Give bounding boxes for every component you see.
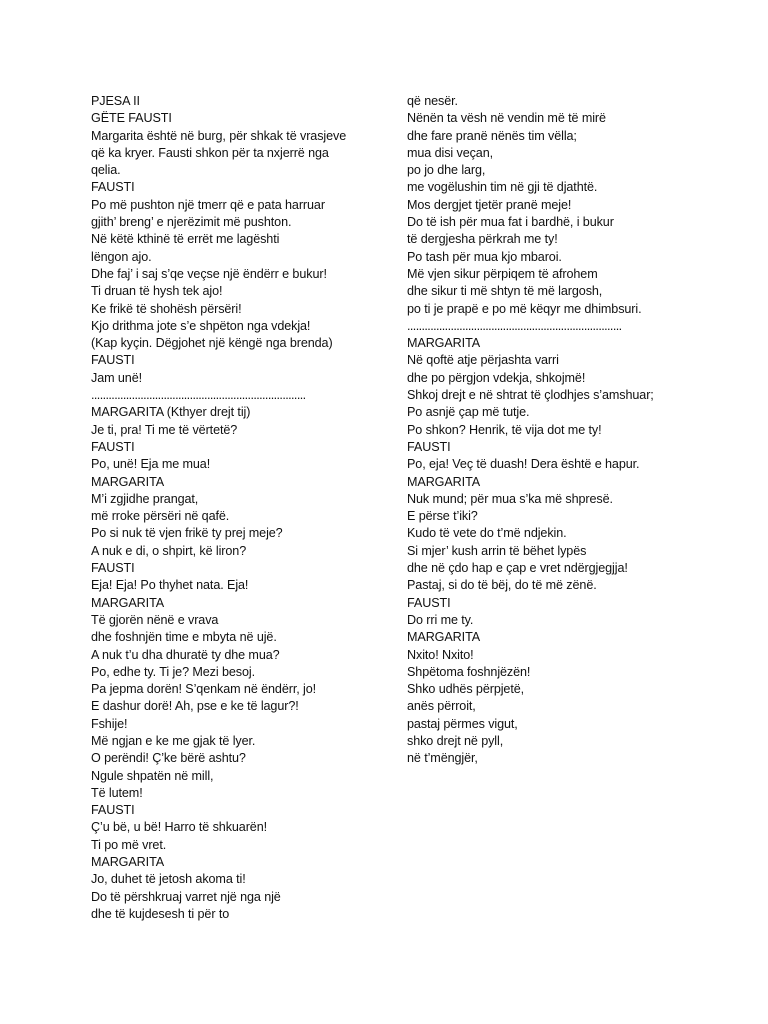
text-line: Dhe faj’ i saj s’qe veçse një ëndërr e bukur!	[91, 266, 327, 281]
text-line: Nuk mund; për mua s’ka më shpresë.	[407, 491, 613, 506]
text-line: Të gjorën nënë e vrava	[91, 612, 219, 627]
text-line: MARGARITA	[407, 474, 481, 489]
text-line: Shko udhës përpjetë,	[407, 682, 525, 697]
text-line: që ka kryer. Fausti shkon për ta nxjerrë nga	[91, 145, 329, 160]
text-line: Ke frikë të shohësh përsëri!	[91, 301, 242, 316]
text-line: FAUSTI	[407, 595, 451, 610]
text-line: dhe sikur ti më shtyn të më largosh,	[407, 284, 603, 299]
text-line: Nxito! Nxito!	[407, 647, 474, 662]
text-line: Eja! Eja! Po thyhet nata. Eja!	[91, 578, 249, 593]
text-line: shko drejt në pyll,	[407, 733, 504, 748]
text-line: po jo dhe larg,	[407, 163, 486, 178]
text-line: Je ti, pra! Ti me të vërtetë?	[91, 422, 238, 437]
text-line: Pastaj, si do të bëj, do të më zënë.	[407, 578, 597, 593]
text-line: MARGARITA	[91, 595, 165, 610]
text-line: Po asnjë çap më tutje.	[407, 405, 530, 420]
text-line: po ti je prapë e po më këqyr me dhimbsuri.	[407, 301, 642, 316]
text-line: Jam unë!	[91, 370, 143, 385]
text-line: Ç’u bë, u bë! Harro të shkuarën!	[91, 820, 268, 835]
left-text-column	[91, 93, 391, 923]
text-line: Do rri me ty.	[407, 612, 474, 627]
text-line: Ti po më vret.	[91, 837, 167, 852]
text-line: pastaj përmes vigut,	[407, 716, 518, 731]
text-line: Mos dergjet tjetër pranë meje!	[407, 197, 572, 212]
text-line: E dashur dorë! Ah, pse e ke të lagur?!	[91, 699, 299, 714]
text-line: Më ngjan e ke me gjak të lyer.	[91, 733, 256, 748]
text-line: Si mjer’ kush arrin të bëhet lypës	[407, 543, 587, 558]
text-line: mua disi veçan,	[407, 145, 493, 160]
text-line: Nënën ta vësh në vendin më të mirë	[407, 111, 606, 126]
text-line: më rroke përsëri në qafë.	[91, 509, 230, 524]
text-line: që nesër.	[407, 94, 458, 108]
text-line: Do të përshkruaj varret një nga një	[91, 889, 281, 904]
text-line: Kjo drithma jote s’e shpëton nga vdekja!	[91, 318, 311, 333]
text-line: Kudo të vete do t’më ndjekin.	[407, 526, 567, 541]
text-line: O perëndi! Ç’ke bërë ashtu?	[91, 751, 246, 766]
text-line: FAUSTI	[91, 561, 135, 576]
text-line: lëngon ajo.	[91, 249, 152, 264]
text-line: Po tash për mua kjo mbaroi.	[407, 249, 562, 264]
text-line: PJESA II	[91, 94, 140, 108]
text-line: gjith’ breng’ e njerëzimit më pushton.	[91, 215, 292, 230]
text-line: Po më pushton një tmerr që e pata harruar	[91, 197, 325, 212]
text-line: Po si nuk të vjen frikë ty prej meje?	[91, 526, 283, 541]
text-line: Po, eja! Veç të duash! Dera është e hapur.	[407, 457, 640, 472]
text-line: FAUSTI	[91, 180, 135, 195]
text-line: Shpëtoma foshnjëzën!	[407, 664, 531, 679]
text-line: në t’mëngjër,	[407, 751, 478, 766]
text-line: A nuk t’u dha dhuratë ty dhe mua?	[91, 647, 280, 662]
text-line: Ti druan të hysh tek ajo!	[91, 284, 223, 299]
text-line: FAUSTI	[91, 353, 135, 368]
text-line: M’i zgjidhe prangat,	[91, 491, 199, 506]
text-line: E përse t’iki?	[407, 509, 478, 524]
text-line: Shkoj drejt e në shtrat të çlodhjes s’amshuar;	[407, 388, 654, 403]
text-line: me vogëlushin tim në gji të djathtë.	[407, 180, 598, 195]
text-line: Po shkon? Henrik, të vija dot me ty!	[407, 422, 602, 437]
text-line: FAUSTI	[407, 439, 451, 454]
text-line: Në këtë kthinë të errët me lagështi	[91, 232, 280, 247]
text-line: Ngule shpatën në mill,	[91, 768, 214, 783]
text-line: Më vjen sikur përpiqem të afrohem	[407, 266, 598, 281]
text-line: Po, unë! Eja me mua!	[91, 457, 211, 472]
text-line: Jo, duhet të jetosh akoma ti!	[91, 872, 246, 887]
text-line: Në qoftë atje përjashta varri	[407, 353, 559, 368]
text-line: MARGARITA (Kthyer drejt tij)	[91, 405, 251, 420]
text-line: (Kap kyçin. Dëgjohet një këngë nga brenda)	[91, 336, 333, 351]
text-line: MARGARITA	[407, 630, 481, 645]
section-separator: ..........................................................................	[91, 388, 306, 403]
text-line: FAUSTI	[91, 439, 135, 454]
text-line: Po, edhe ty. Ti je? Mezi besoj.	[91, 664, 255, 679]
text-line: A nuk e di, o shpirt, kë liron?	[91, 543, 247, 558]
text-line: qelia.	[91, 163, 121, 178]
text-line: dhe foshnjën time e mbyta në ujë.	[91, 630, 277, 645]
text-line: Të lutem!	[91, 785, 143, 800]
text-line: MARGARITA	[91, 474, 165, 489]
text-line: GËTE FAUSTI	[91, 111, 172, 126]
text-line: dhe në çdo hap e çap e vret ndërgjegjja!	[407, 561, 628, 576]
text-line: Do të ish për mua fat i bardhë, i bukur	[407, 215, 614, 230]
text-line: MARGARITA	[91, 855, 165, 870]
text-line: dhe të kujdesesh ti për to	[91, 906, 230, 921]
right-text-column	[407, 93, 707, 768]
text-line: të dergjesha përkrah me ty!	[407, 232, 558, 247]
text-line: Margarita është në burg, për shkak të vrasjeve	[91, 128, 347, 143]
text-line: Fshije!	[91, 716, 128, 731]
text-line: dhe po përgjon vdekja, shkojmë!	[407, 370, 586, 385]
text-line: FAUSTI	[91, 803, 135, 818]
text-line: MARGARITA	[407, 336, 481, 351]
text-line: anës përroit,	[407, 699, 476, 714]
section-separator: ..........................................................................	[407, 318, 622, 333]
text-line: dhe fare pranë nënës tim vëlla;	[407, 128, 577, 143]
text-line: Pa jepma dorën! S’qenkam në ëndërr, jo!	[91, 682, 317, 697]
